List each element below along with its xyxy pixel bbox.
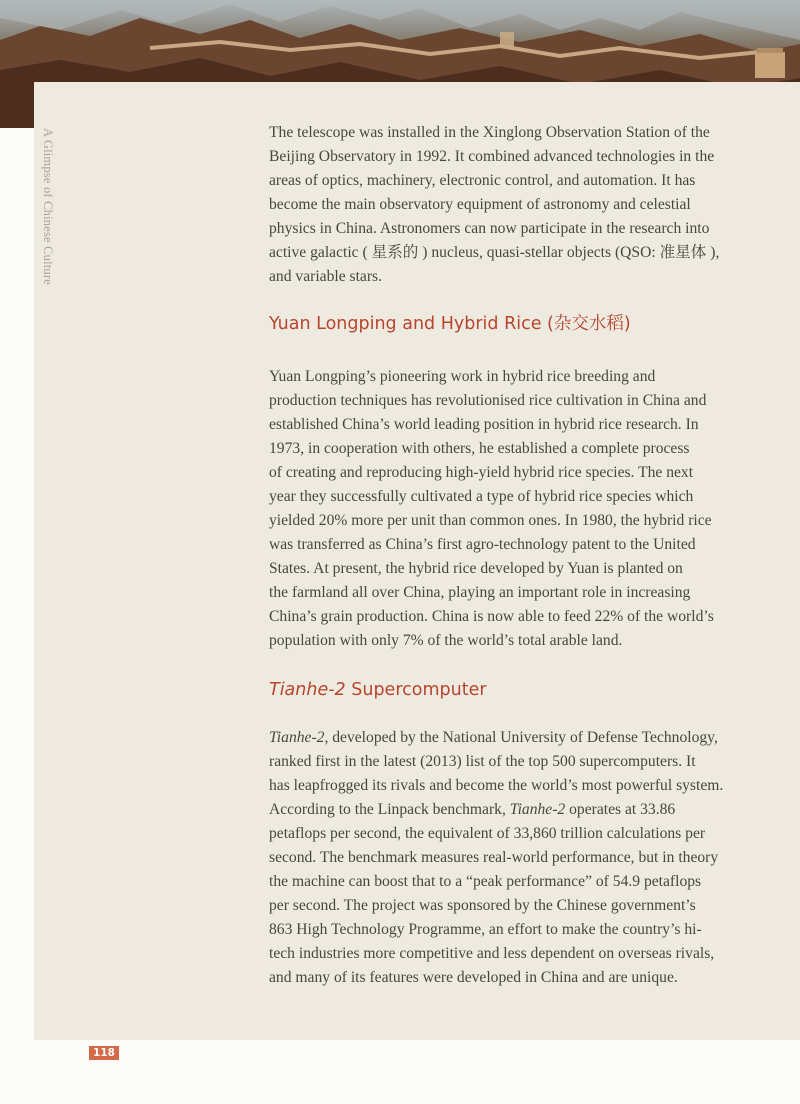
italic-name: Tianhe-2 bbox=[509, 801, 566, 818]
section-heading-hybrid-rice: Yuan Longping and Hybrid Rice (杂交水稻) bbox=[269, 314, 631, 334]
text-line: established China’s world leading position in hybrid rice research. In bbox=[269, 416, 699, 433]
text-line: become the main observatory equipment of astronomy and celestial bbox=[269, 196, 691, 213]
text-run: operates at 33.86 bbox=[565, 801, 676, 818]
text-line: ranked first in the latest (2013) list of the top 500 supercomputers. It bbox=[269, 753, 696, 770]
text-line: second. The benchmark measures real-world performance, but in theory bbox=[269, 849, 719, 866]
text-line: The telescope was installed in the Xinglong Observation Station of the bbox=[269, 124, 710, 141]
text-line: tech industries more competitive and less dependent on overseas rivals, bbox=[269, 945, 715, 962]
text-line: of creating and reproducing high-yield hybrid rice species. The next bbox=[269, 464, 694, 481]
text-line: year they successfully cultivated a type of hybrid rice species which bbox=[269, 488, 694, 505]
supercomputer-paragraph bbox=[269, 726, 769, 990]
text-line: Beijing Observatory in 1992. It combined advanced technologies in the bbox=[269, 148, 715, 165]
text-line: was transferred as China’s first agro-technology patent to the United bbox=[269, 536, 696, 553]
page-body bbox=[269, 121, 769, 990]
text-line: 1973, in cooperation with others, he established a complete process bbox=[269, 440, 690, 457]
text-line: petaflops per second, the equivalent of 33,860 trillion calculations per bbox=[269, 825, 706, 842]
text-line: the machine can boost that to a “peak performance” of 54.9 petaflops bbox=[269, 873, 702, 890]
text-line: has leapfrogged its rivals and become the world’s most powerful system. bbox=[269, 777, 724, 794]
text-line: Yuan Longping’s pioneering work in hybrid rice breeding and bbox=[269, 368, 656, 385]
text-line: population with only 7% of the world’s total arable land. bbox=[269, 632, 623, 649]
text-line bbox=[269, 726, 769, 750]
text-line: yielded 20% more per unit than common ones. In 1980, the hybrid rice bbox=[269, 512, 712, 529]
text-line: China’s grain production. China is now able to feed 22% of the world’s bbox=[269, 608, 714, 625]
italic-name: Tianhe-2 bbox=[269, 729, 325, 746]
section-heading-supercomputer bbox=[269, 678, 769, 702]
text-run: , developed by the National University of Defense Technology, bbox=[324, 729, 718, 746]
heading-rest: Supercomputer bbox=[345, 680, 487, 700]
text-line: active galactic ( 星系的 ) nucleus, quasi-stellar objects (QSO: 准星体 ), bbox=[269, 244, 720, 261]
text-line: States. At present, the hybrid rice developed by Yuan is planted on bbox=[269, 560, 683, 577]
text-line: the farmland all over China, playing an important role in increasing bbox=[269, 584, 691, 601]
text-run: According to the Linpack benchmark, bbox=[269, 801, 510, 818]
text-line: and many of its features were developed in China and are unique. bbox=[269, 969, 678, 986]
text-line: production techniques has revolutionised rice cultivation in China and bbox=[269, 392, 707, 409]
book-title-vertical: A Glimpse of Chinese Culture bbox=[41, 128, 55, 285]
hybrid-rice-paragraph bbox=[269, 365, 769, 653]
heading-italic-name: Tianhe-2 bbox=[269, 680, 346, 700]
text-line: physics in China. Astronomers can now participate in the research into bbox=[269, 220, 710, 237]
text-line: and variable stars. bbox=[269, 268, 383, 285]
text-line: per second. The project was sponsored by the Chinese government’s bbox=[269, 897, 696, 914]
text-line: 863 High Technology Programme, an effort to make the country’s hi- bbox=[269, 921, 702, 938]
page-number-badge: 118 bbox=[89, 1046, 119, 1060]
text-line bbox=[269, 798, 769, 822]
intro-paragraph bbox=[269, 121, 769, 289]
text-line: areas of optics, machinery, electronic control, and automation. It has bbox=[269, 172, 696, 189]
